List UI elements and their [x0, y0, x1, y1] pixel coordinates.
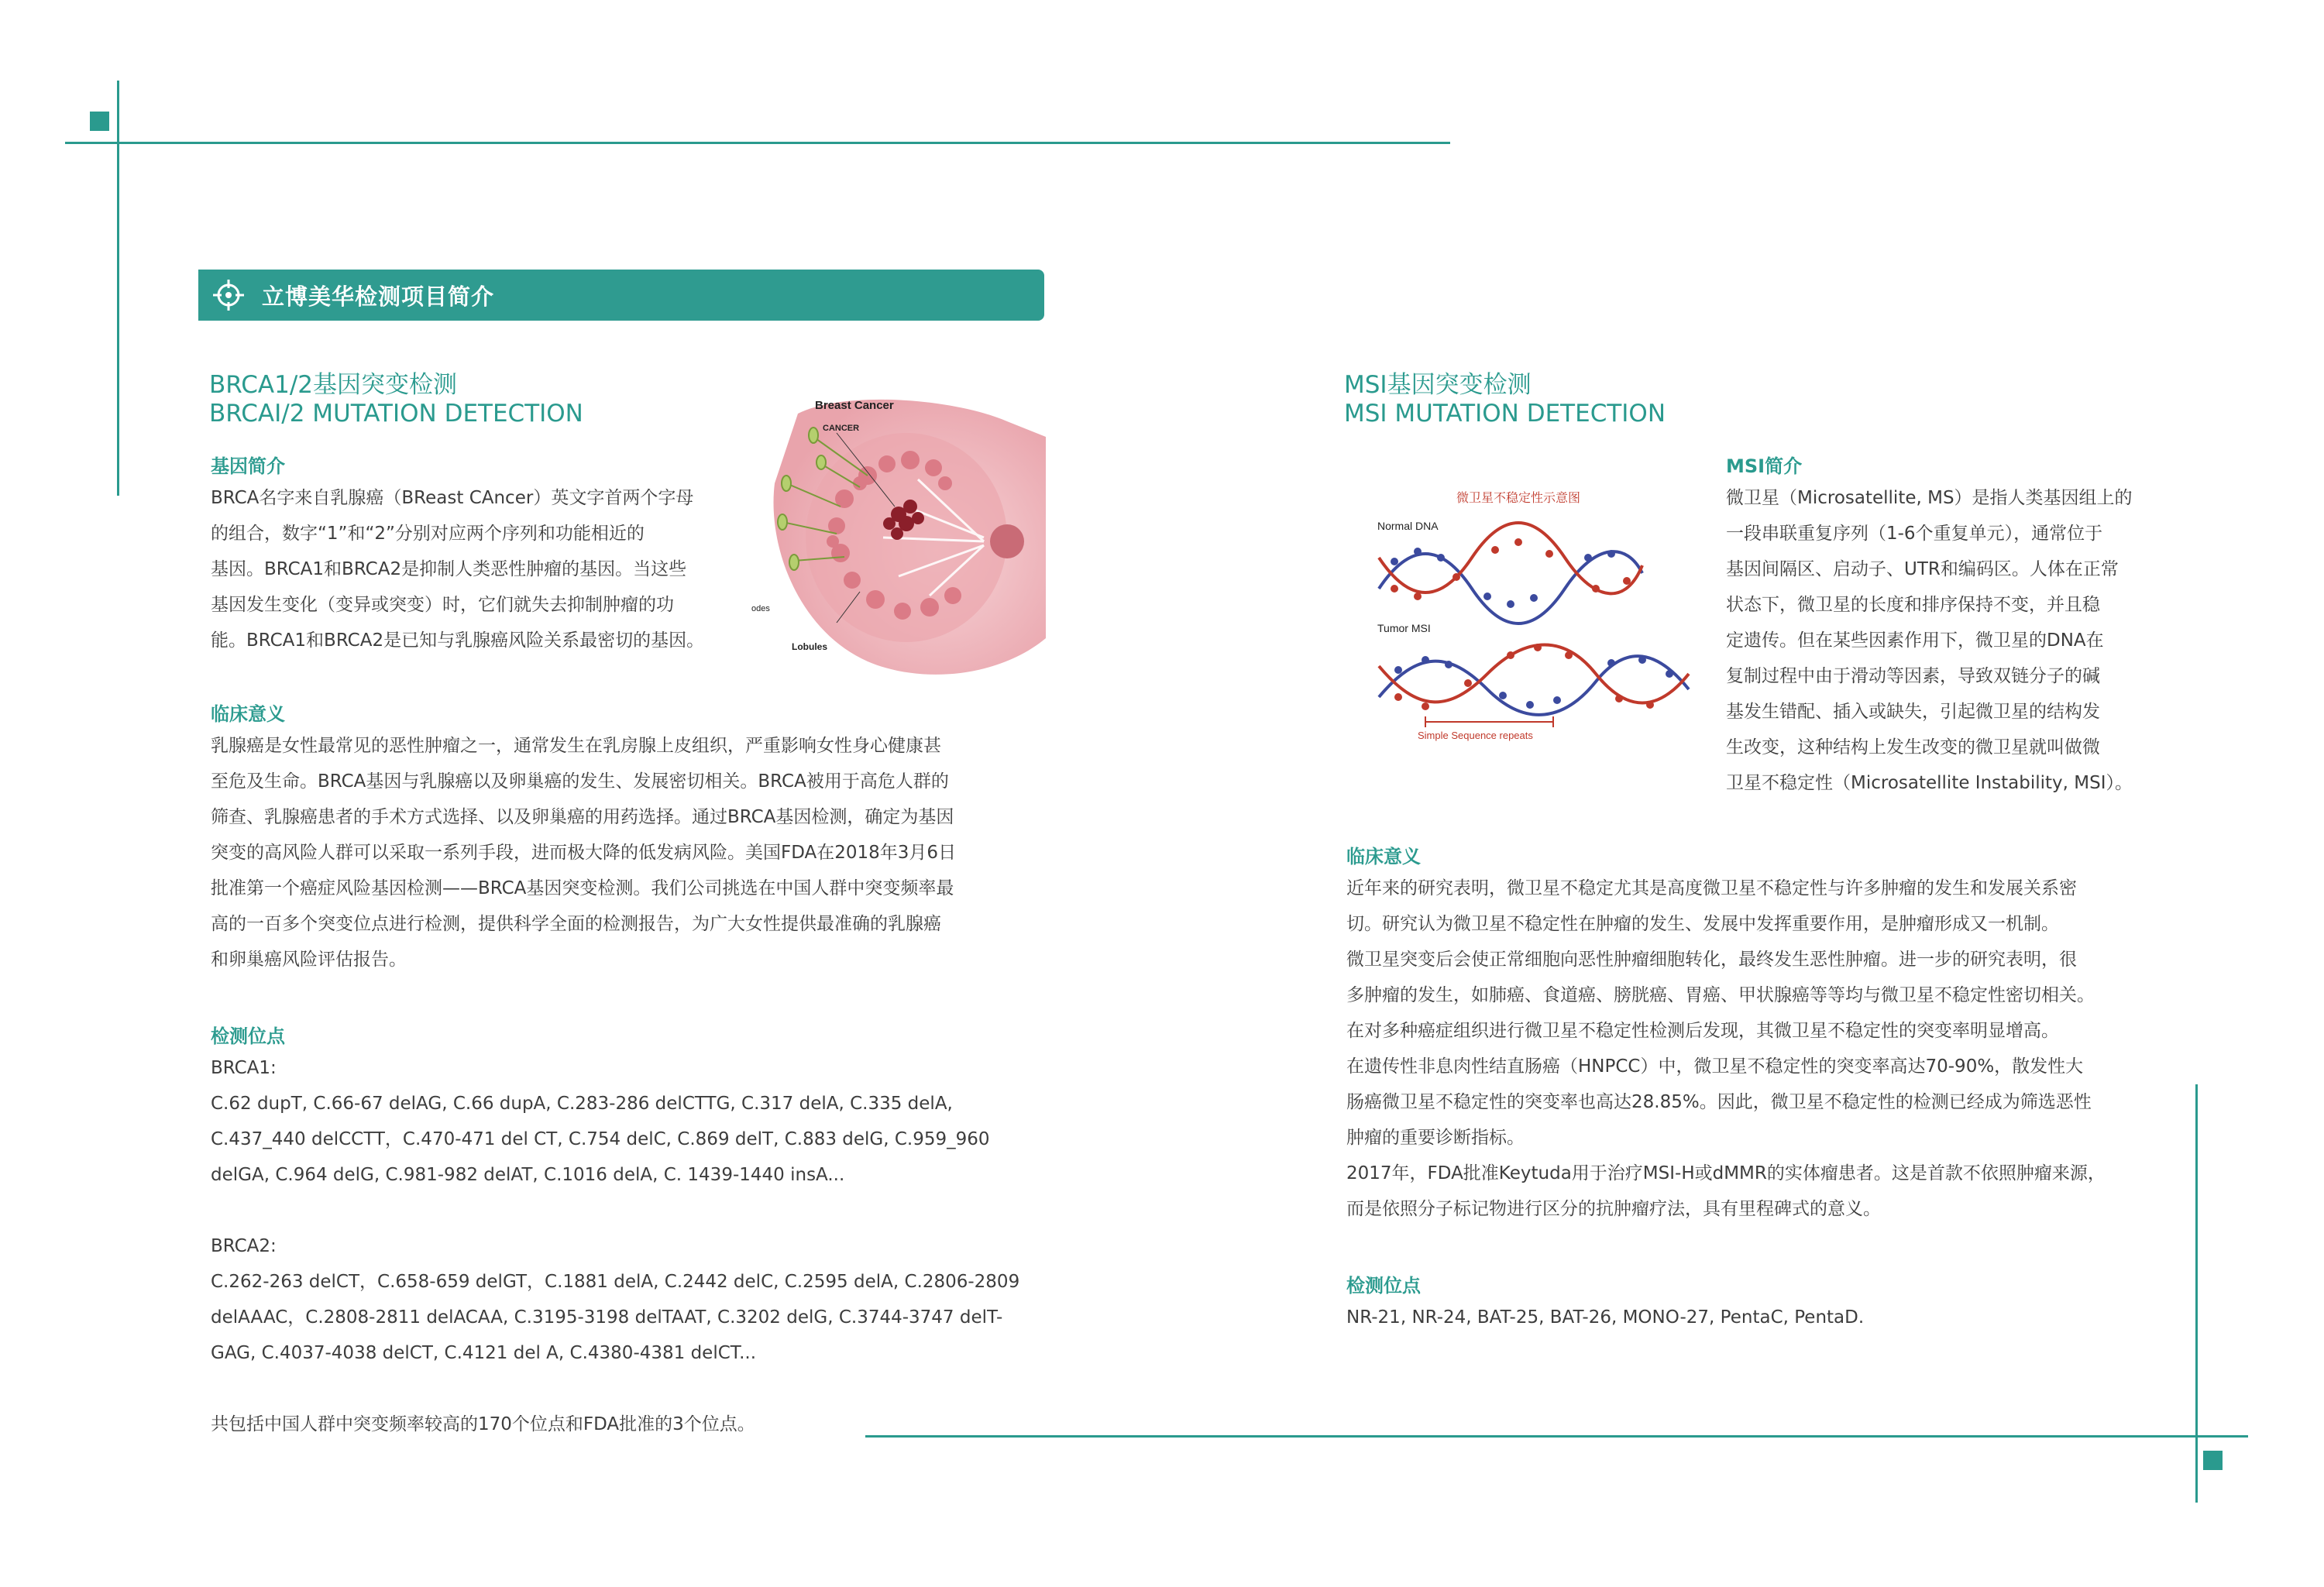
bottom-frame-line	[865, 1435, 2248, 1438]
brca-clinical-line: 高的一百多个突变位点进行检测，提供科学全面的检测报告，为广大女性提供最准确的乳腺癌	[211, 914, 941, 934]
brca-clinical-line: 至危及生命。BRCA基因与乳腺癌以及卵巢癌的发生、发展密切相关。BRCA被用于高危人群的	[211, 771, 949, 792]
breast-cancer-illustration	[751, 390, 1046, 685]
msi-clinical-line: 切。研究认为微卫星不稳定性在肿瘤的发生、发展中发挥重要作用，是肿瘤形成又一机制。	[1346, 914, 2059, 934]
msi-clinical-line: 在对多种癌症组织进行微卫星不稳定性检测后发现，其微卫星不稳定性的突变率明显增高。	[1346, 1021, 2059, 1041]
brca-summary	[211, 1407, 755, 1442]
brca-intro-line: BRCA名字来自乳腺癌（BReast CAncer）英文字首两个字母	[211, 488, 694, 508]
msi-sites-line: NR-21, NR-24, BAT-25, BAT-26, MONO-27, PentaC, PentaD.	[1346, 1307, 1865, 1328]
corner-square-top-left	[90, 112, 109, 131]
brca-sites-line: C.437_440 delCCTT，C.470-471 del CT, C.754 delC, C.869 delT, C.883 delG, C.959_960	[211, 1129, 990, 1149]
brca-sites-line: delGA, C.964 delG, C.981-982 delAT, C.1016 delA, C. 1439-1440 insA...	[211, 1165, 845, 1185]
repeat-label: Simple Sequence repeats	[1418, 730, 1533, 741]
brca-sites-line: BRCA1:	[211, 1058, 277, 1078]
msi-clinical-heading: 临床意义	[1346, 846, 1421, 867]
dna-illustration-title: 微卫星不稳定性示意图	[1456, 490, 1581, 505]
msi-title-cn: MSI基因突变检测	[1344, 371, 1532, 399]
msi-intro-line: 一段串联重复序列（1-6个重复单元），通常位于	[1726, 524, 2103, 544]
msi-clinical-line: 肠癌微卫星不稳定性的突变率也高达28.85%。因此，微卫星不稳定性的检测已经成为筛选恶性	[1346, 1092, 2092, 1112]
illustration-label-lobules: Lobules	[792, 641, 828, 652]
msi-clinical-line: 微卫星突变后会使正常细胞向恶性肿瘤细胞转化，最终发生恶性肿瘤。进一步的研究表明，很	[1346, 950, 2077, 970]
brca-sites-line: GAG, C.4037-4038 delCT, C.4121 del A, C.4380-4381 delCT...	[211, 1343, 757, 1363]
brca-sites-text	[211, 1050, 1019, 1371]
msi-intro-line: 卫星不稳定性（Microsatellite Instability, MSI）。	[1726, 773, 2133, 793]
brca-clinical-line: 和卵巢癌风险评估报告。	[211, 950, 407, 970]
msi-intro-line: 微卫星（Microsatellite, MS）是指人类基因组上的	[1726, 488, 2133, 508]
msi-dna-illustration	[1363, 480, 1704, 744]
msi-sites-text	[1346, 1300, 1864, 1335]
brca-clinical-line: 乳腺癌是女性最常见的恶性肿瘤之一，通常发生在乳房腺上皮组织，严重影响女性身心健康甚	[211, 736, 941, 756]
brca-sites-line	[211, 1193, 1019, 1228]
brca-clinical-text	[211, 728, 956, 977]
msi-title-en: MSI MUTATION DETECTION	[1344, 400, 1666, 428]
brca-sites-line: delAAAC，C.2808-2811 delACAA, C.3195-3198 delTAAT, C.3202 delG, C.3744-3747 delT-	[211, 1307, 1003, 1328]
brca-sites-line: C.262-263 delCT，C.658-659 delGT，C.1881 delA, C.2442 delC, C.2595 delA, C.2806-2809	[211, 1272, 1020, 1292]
brca-sites-heading: 检测位点	[211, 1025, 285, 1047]
tumor-msi-label: Tumor MSI	[1377, 622, 1431, 634]
brca-summary-line: 共包括中国人群中突变频率较高的170个位点和FDA批准的3个位点。	[211, 1414, 755, 1434]
tumor-dna-helix	[1379, 644, 1689, 715]
msi-intro-line: 复制过程中由于滑动等因素，导致双链分子的碱	[1726, 666, 2100, 686]
msi-intro-line: 状态下，微卫星的长度和排序保持不变，并且稳	[1726, 595, 2100, 615]
right-frame-line	[2195, 1084, 2198, 1503]
brca-title-cn: BRCA1/2基因突变检测	[209, 371, 458, 399]
brca-intro-line: 基因。BRCA1和BRCA2是抑制人类恶性肿瘤的基因。当这些	[211, 559, 687, 579]
msi-clinical-line: 肿瘤的重要诊断指标。	[1346, 1128, 1525, 1148]
msi-intro-text	[1726, 480, 2133, 801]
brca-sites-line: C.62 dupT, C.66-67 delAG, C.66 dupA, C.283-286 delCTTG, C.317 delA, C.335 delA,	[211, 1094, 953, 1114]
brca-title-en: BRCAI/2 MUTATION DETECTION	[209, 400, 583, 428]
msi-intro-heading: MSI简介	[1726, 455, 1803, 477]
brca-sites-line: BRCA2:	[211, 1236, 277, 1256]
section-banner	[198, 270, 1044, 321]
brca-intro-heading: 基因简介	[211, 455, 285, 477]
normal-dna-helix	[1379, 523, 1642, 623]
msi-clinical-text	[1346, 871, 2106, 1227]
illustration-label-nodes: odes	[751, 604, 770, 613]
brca-intro-line: 的组合，数字“1”和“2”分别对应两个序列和功能相近的	[211, 524, 645, 544]
msi-intro-line: 定遗传。但在某些因素作用下，微卫星的DNA在	[1726, 630, 2104, 651]
brca-intro-line: 基因发生变化（变异或突变）时，它们就失去抑制肿瘤的功	[211, 595, 674, 615]
brca-clinical-line: 突变的高风险人群可以采取一系列手段，进而极大降的低发病风险。美国FDA在2018年3月6日	[211, 843, 957, 863]
banner-title: 立博美华检测项目简介	[262, 283, 495, 310]
illustration-title: Breast Cancer	[815, 399, 894, 412]
msi-clinical-line: 多肿瘤的发生，如肺癌、食道癌、膀胱癌、胃癌、甲状腺癌等等均与微卫星不稳定性密切相关。	[1346, 985, 2095, 1005]
top-frame-line	[65, 142, 1450, 144]
msi-sites-heading: 检测位点	[1346, 1275, 1421, 1297]
msi-intro-line: 基发生错配、插入或缺失，引起微卫星的结构发	[1726, 702, 2100, 722]
msi-clinical-line: 2017年，FDA批准Keytuda用于治疗MSI-H或dMMR的实体瘤患者。这是首款不依照肿瘤来源，	[1346, 1163, 2106, 1183]
brca-clinical-heading: 临床意义	[211, 703, 285, 725]
illustration-label-cancer: CANCER	[823, 424, 860, 433]
left-frame-line	[117, 81, 119, 496]
msi-intro-line: 生改变，这种结构上发生改变的微卫星就叫做微	[1726, 737, 2100, 757]
normal-dna-label: Normal DNA	[1377, 520, 1439, 532]
brca-intro-line: 能。BRCA1和BRCA2是已知与乳腺癌风险关系最密切的基因。	[211, 630, 705, 651]
msi-clinical-line: 在遗传性非息肉性结直肠癌（HNPCC）中，微卫星不稳定性的突变率高达70-90%，散发性大	[1346, 1056, 2084, 1077]
brca-clinical-line: 批准第一个癌症风险基因检测——BRCA基因突变检测。我们公司挑选在中国人群中突变频率最	[211, 878, 954, 898]
crosshair-icon	[209, 276, 248, 314]
msi-clinical-line: 近年来的研究表明，微卫星不稳定尤其是高度微卫星不稳定性与许多肿瘤的发生和发展关系密	[1346, 878, 2077, 898]
corner-square-bottom-right	[2203, 1451, 2223, 1470]
msi-clinical-line: 而是依照分子标记物进行区分的抗肿瘤疗法，具有里程碑式的意义。	[1346, 1199, 1881, 1219]
brca-clinical-line: 筛查、乳腺癌患者的手术方式选择、以及卵巢癌的用药选择。通过BRCA基因检测，确定为基因	[211, 807, 954, 827]
brca-intro-text	[211, 480, 704, 658]
msi-intro-line: 基因间隔区、启动子、UTR和编码区。人体在正常	[1726, 559, 2119, 579]
